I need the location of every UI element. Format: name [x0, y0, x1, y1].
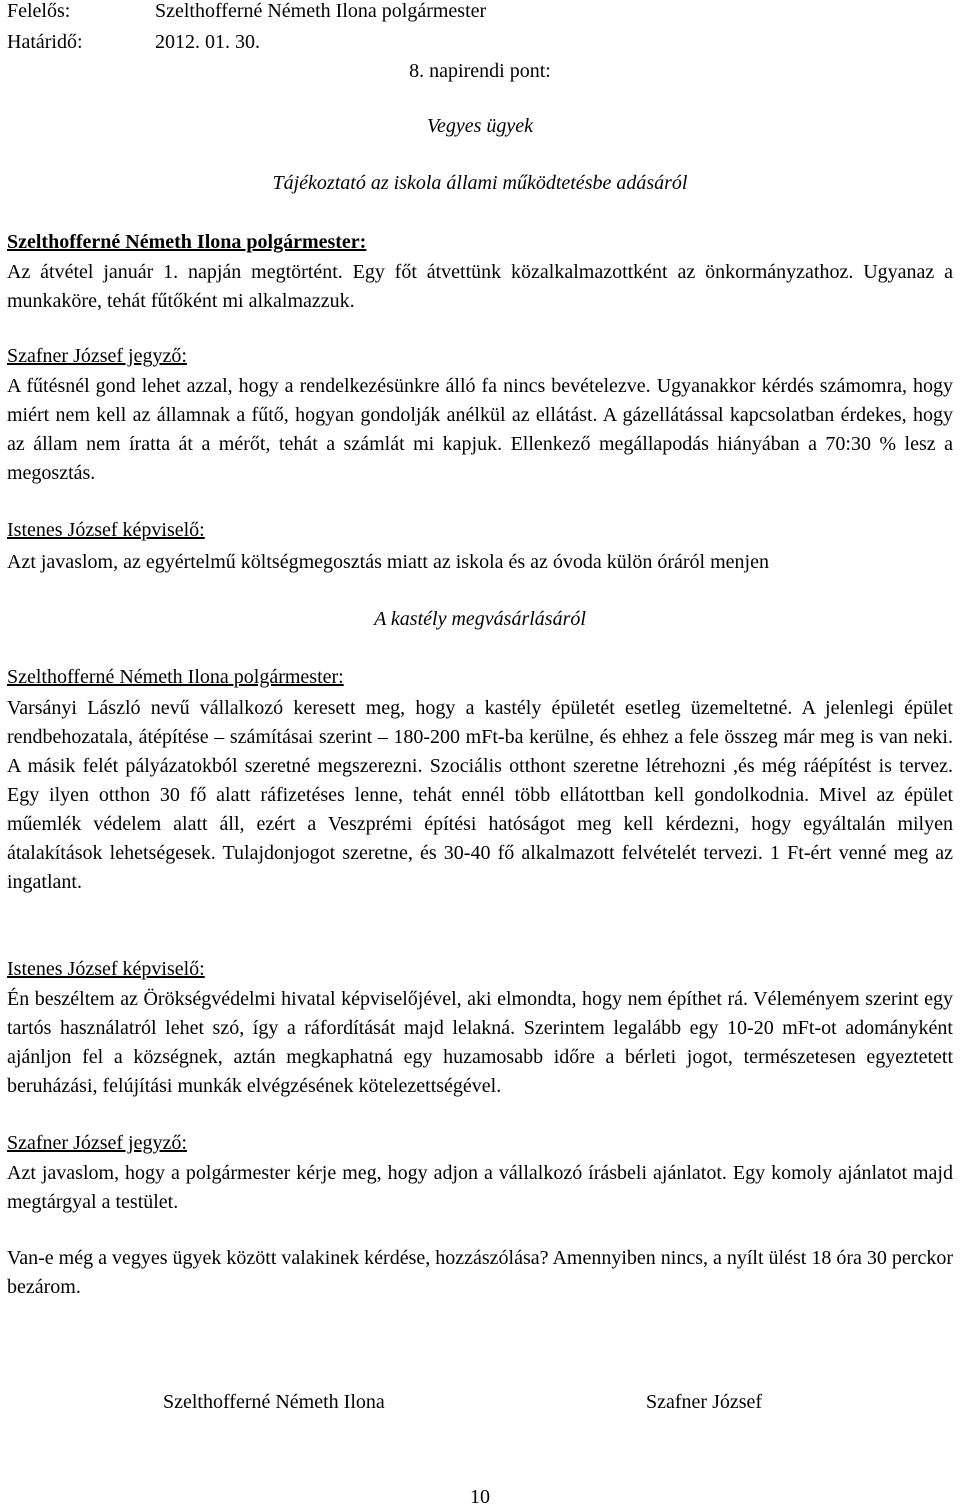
agenda-point: 8. napirendi pont: — [409, 60, 551, 82]
speech-text: Azt javaslom, az egyértelmű költségmegosztás miatt az iskola és az óvoda külön óráról menjen — [7, 551, 769, 573]
speaker-heading: Szafner József jegyző: — [7, 345, 187, 367]
speaker-heading: Szafner József jegyző: — [7, 1132, 187, 1154]
responsible-label: Felelős: — [7, 0, 71, 22]
deadline-value: 2012. 01. 30. — [155, 31, 260, 53]
speech-paragraph — [7, 258, 953, 316]
speaker-heading: Istenes József képviselő: — [7, 958, 205, 980]
speech-text: A fűtésnél gond lehet azzal, hogy a rendelkezésünkre álló fa nincs bevételezve. Ugyanakkor kérdés számomra, hogy miért nem kell az államnak a fűtő, hogyan gondolják anélkül az ellátást. A gázellátással kapcsolatban érdekes, hogy az állam nem íratta át a mérőt, tehát a számlát mi kapjuk. Ellenkező megállapodás hiányában a 70:30 % lesz a megosztás. — [7, 375, 953, 484]
speech-paragraph — [7, 1159, 953, 1217]
speech-paragraph — [7, 548, 953, 577]
section-subheading: A kastély megvásárlásáról — [374, 608, 586, 630]
speaker-heading: Szelthofferné Németh Ilona polgármester: — [7, 231, 367, 253]
signature-mayor: Szelthofferné Németh Ilona — [163, 1391, 385, 1413]
agenda-title: Vegyes ügyek — [426, 115, 534, 137]
speaker-heading: Istenes József képviselő: — [7, 519, 205, 541]
deadline-label: Határidő: — [7, 31, 83, 53]
speech-text: Varsányi László nevű vállalkozó keresett meg, hogy a kastély épületét esetleg üzemeltetné. A jelenlegi épület rendbehozatala, átépítése – számításai szerint – 180-200 mFt-ba kerülne, és ehhez a fele összeg már meg is van neki. A másik felét pályázatokból szeretné megszerezni. Szociális otthont szeretne létrehozni ,és még ráépítést is tervez. Egy ilyen otthon 30 fő alatt ráfizetéses lenne, tehát ennél több ellátottban kell gondolkodnia. Mivel az épület műemlék védelem alatt áll, ezért a Veszprémi építési hatóságot meg kell kérdezni, hogy egyáltalán milyen átalakítások lehetségesek. Tulajdonjogot szeretne, és 30-40 fő alkalmazott felvételét tervezi. 1 Ft-ért venné meg az ingatlant. — [7, 697, 953, 893]
page-number: 10 — [470, 1486, 490, 1508]
speech-text: Én beszéltem az Örökségvédelmi hivatal képviselőjével, aki elmondta, hogy nem építhet rá. Véleményem szerint egy tartós használatról lehet szó, így a ráfordítását majd lelakná. Szerintem legalább egy 10-20 mFt-ot adományként ajánljon fel a községnek, aztán megkaphatná egy huzamosabb időre a bérleti jogot, természetesen egyeztetett beruházási, felújítási munkák elvégzésének kötelezettségével. — [7, 988, 953, 1097]
speech-text: Azt javaslom, hogy a polgármester kérje meg, hogy adjon a vállalkozó írásbeli ajánlatot. Egy komoly ajánlatot majd megtárgyal a testület. — [7, 1162, 953, 1213]
closing-text: Van-e még a vegyes ügyek között valakinek kérdése, hozzászólása? Amennyiben nincs, a nyílt ülést 18 óra 30 perckor bezárom. — [7, 1247, 953, 1298]
responsible-value: Szelthofferné Németh Ilona polgármester — [155, 0, 487, 22]
speaker-heading: Szelthofferné Németh Ilona polgármester: — [7, 666, 344, 688]
speech-paragraph — [7, 985, 953, 1101]
speech-paragraph — [7, 372, 953, 488]
speech-paragraph — [7, 694, 953, 897]
signature-notary: Szafner József — [646, 1391, 763, 1413]
speech-text: Az átvétel január 1. napján megtörtént. Egy főt átvettünk közalkalmazottként az önkormányzathoz. Ugyanaz a munkaköre, tehát fűtőként mi alkalmazzuk. — [7, 261, 953, 312]
agenda-subtitle: Tájékoztató az iskola állami működtetésbe adásáról — [272, 172, 688, 194]
closing-paragraph — [7, 1244, 953, 1302]
